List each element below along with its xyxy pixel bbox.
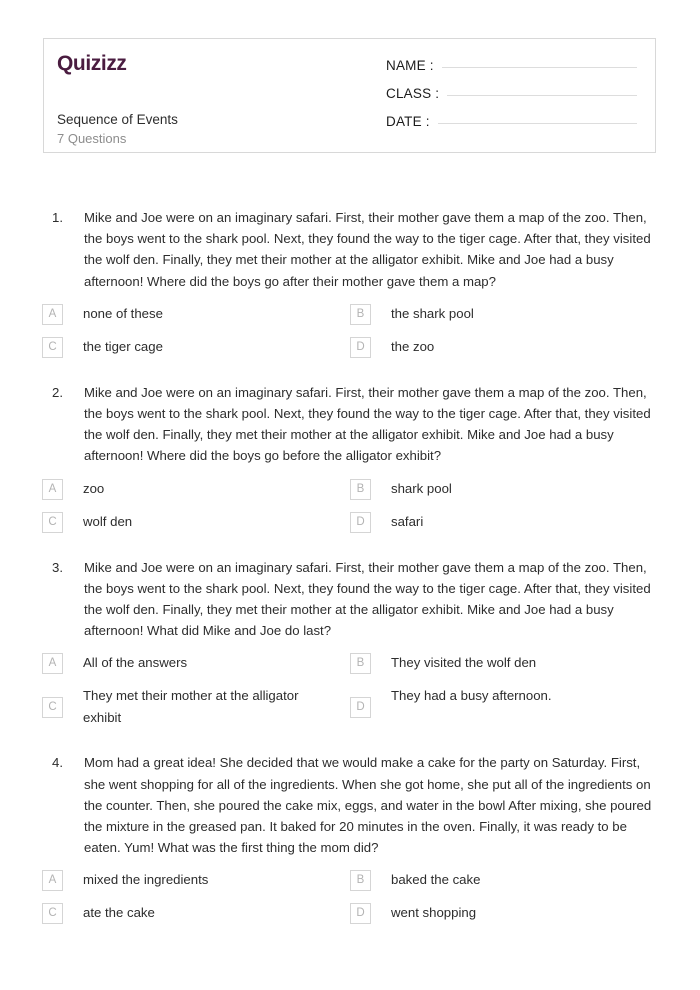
option-letter-b: B <box>350 653 371 674</box>
option-letter-b: B <box>350 304 371 325</box>
option-text-d: went shopping <box>391 905 477 921</box>
option-c[interactable] <box>42 336 350 358</box>
option-d[interactable] <box>350 685 658 728</box>
option-d[interactable] <box>350 902 658 924</box>
option-b[interactable] <box>350 869 658 891</box>
option-text-b: They visited the wolf den <box>391 655 537 671</box>
option-c[interactable] <box>42 902 350 924</box>
options-grid <box>0 478 700 544</box>
question-block <box>0 752 700 935</box>
option-b[interactable] <box>350 652 658 674</box>
option-a[interactable] <box>42 478 350 500</box>
student-info-fields <box>362 39 655 152</box>
name-field-row <box>386 58 637 73</box>
date-field-row <box>386 114 637 129</box>
option-letter-a: A <box>42 870 63 891</box>
class-field-label: CLASS : <box>386 86 440 101</box>
option-letter-d: D <box>350 903 371 924</box>
options-grid <box>0 652 700 739</box>
option-text-c: the tiger cage <box>83 338 163 354</box>
date-field-input[interactable] <box>438 123 637 124</box>
option-text-c: They met their mother at the alligator exhibit <box>83 688 299 725</box>
option-text-c: ate the cake <box>83 905 155 921</box>
question-number: 3. <box>52 559 63 575</box>
question-text: Mike and Joe were on an imaginary safari. First, their mother gave them a map of the zoo. Then, the boys went to the shark pool. Next, they found the way to the tiger cage. After that, they visited the wolf den. Finally, they met their mother at the alligator exhibit. Mike and Joe had a busy afternoon! What did Mike and Joe do last? <box>84 559 651 639</box>
questions-list <box>0 207 700 948</box>
class-field-input[interactable] <box>447 95 637 96</box>
option-letter-c: C <box>42 903 63 924</box>
option-text-b: baked the cake <box>391 872 481 888</box>
option-text-b: shark pool <box>391 480 452 496</box>
class-field-row <box>386 86 637 101</box>
option-letter-b: B <box>350 870 371 891</box>
name-field-label: NAME : <box>386 58 434 73</box>
date-field-label: DATE : <box>386 114 430 129</box>
option-letter-a: A <box>42 479 63 500</box>
question-number: 4. <box>52 755 63 771</box>
option-letter-b: B <box>350 479 371 500</box>
name-field-input[interactable] <box>442 67 637 68</box>
question-count-label: 7 Questions <box>57 131 127 146</box>
question-number: 2. <box>52 384 63 400</box>
question-block <box>0 382 700 544</box>
option-text-b: the shark pool <box>391 305 474 321</box>
option-d[interactable] <box>350 511 658 533</box>
header-left-panel <box>44 39 362 152</box>
option-letter-d: D <box>350 337 371 358</box>
question-number: 1. <box>52 210 63 225</box>
question-text: Mike and Joe were on an imaginary safari. First, their mother gave them a map of the zoo. Then, the boys went to the shark pool. Next, they found the way to the tiger cage. After that, they visited the wolf den. Finally, they met their mother at the alligator exhibit. Mike and Joe had a busy afternoon! Where did the boys go before the alligator exhibit? <box>84 384 651 464</box>
question-block <box>0 557 700 740</box>
option-text-c: wolf den <box>83 513 133 529</box>
option-letter-a: A <box>42 304 63 325</box>
option-c[interactable] <box>42 511 350 533</box>
question-row <box>0 752 700 858</box>
option-d[interactable] <box>350 336 658 358</box>
option-letter-a: A <box>42 653 63 674</box>
quizizz-logo: Quizizz <box>57 52 127 75</box>
options-grid <box>0 303 700 369</box>
option-b[interactable] <box>350 478 658 500</box>
option-c[interactable] <box>42 685 350 728</box>
question-row <box>0 207 700 292</box>
option-letter-d: D <box>350 512 371 533</box>
option-a[interactable] <box>42 652 350 674</box>
worksheet-header-card <box>43 38 656 153</box>
option-a[interactable] <box>42 869 350 891</box>
option-letter-c: C <box>42 697 63 718</box>
option-text-d: safari <box>391 513 424 529</box>
quiz-title: Sequence of Events <box>57 112 178 127</box>
option-text-a: none of these <box>83 305 163 321</box>
option-text-a: All of the answers <box>83 655 188 671</box>
option-a[interactable] <box>42 303 350 325</box>
option-text-d: the zoo <box>391 338 435 354</box>
question-block <box>0 207 700 369</box>
option-text-d: They had a busy afternoon. <box>391 688 552 704</box>
options-grid <box>0 869 700 935</box>
question-text: Mom had a great idea! She decided that we would make a cake for the party on Saturday. First, she went shopping for all of the ingredients. When she got home, she put all of the ingredients on the counter. Then, she poured the cake mix, eggs, and water in the bowl After mixing, she poured the mixture in the greased pan. It baked for 20 minutes in the oven. Finally, it was ready to be eaten. Yum! What was the first thing the mom did? <box>84 755 652 856</box>
option-letter-c: C <box>42 512 63 533</box>
option-text-a: zoo <box>83 480 105 496</box>
question-text: Mike and Joe were on an imaginary safari. First, their mother gave them a map of the zoo. Then, the boys went to the shark pool. Next, they found the way to the tiger cage. After that, they visited the wolf den. Finally, they met their mother at the alligator exhibit. Mike and Joe had a busy afternoon! Where did the boys go after their mother gave them a map? <box>84 210 651 289</box>
option-b[interactable] <box>350 303 658 325</box>
option-letter-d: D <box>350 697 371 718</box>
question-row <box>0 557 700 642</box>
question-row <box>0 382 700 467</box>
option-letter-c: C <box>42 337 63 358</box>
option-text-a: mixed the ingredients <box>83 872 209 888</box>
